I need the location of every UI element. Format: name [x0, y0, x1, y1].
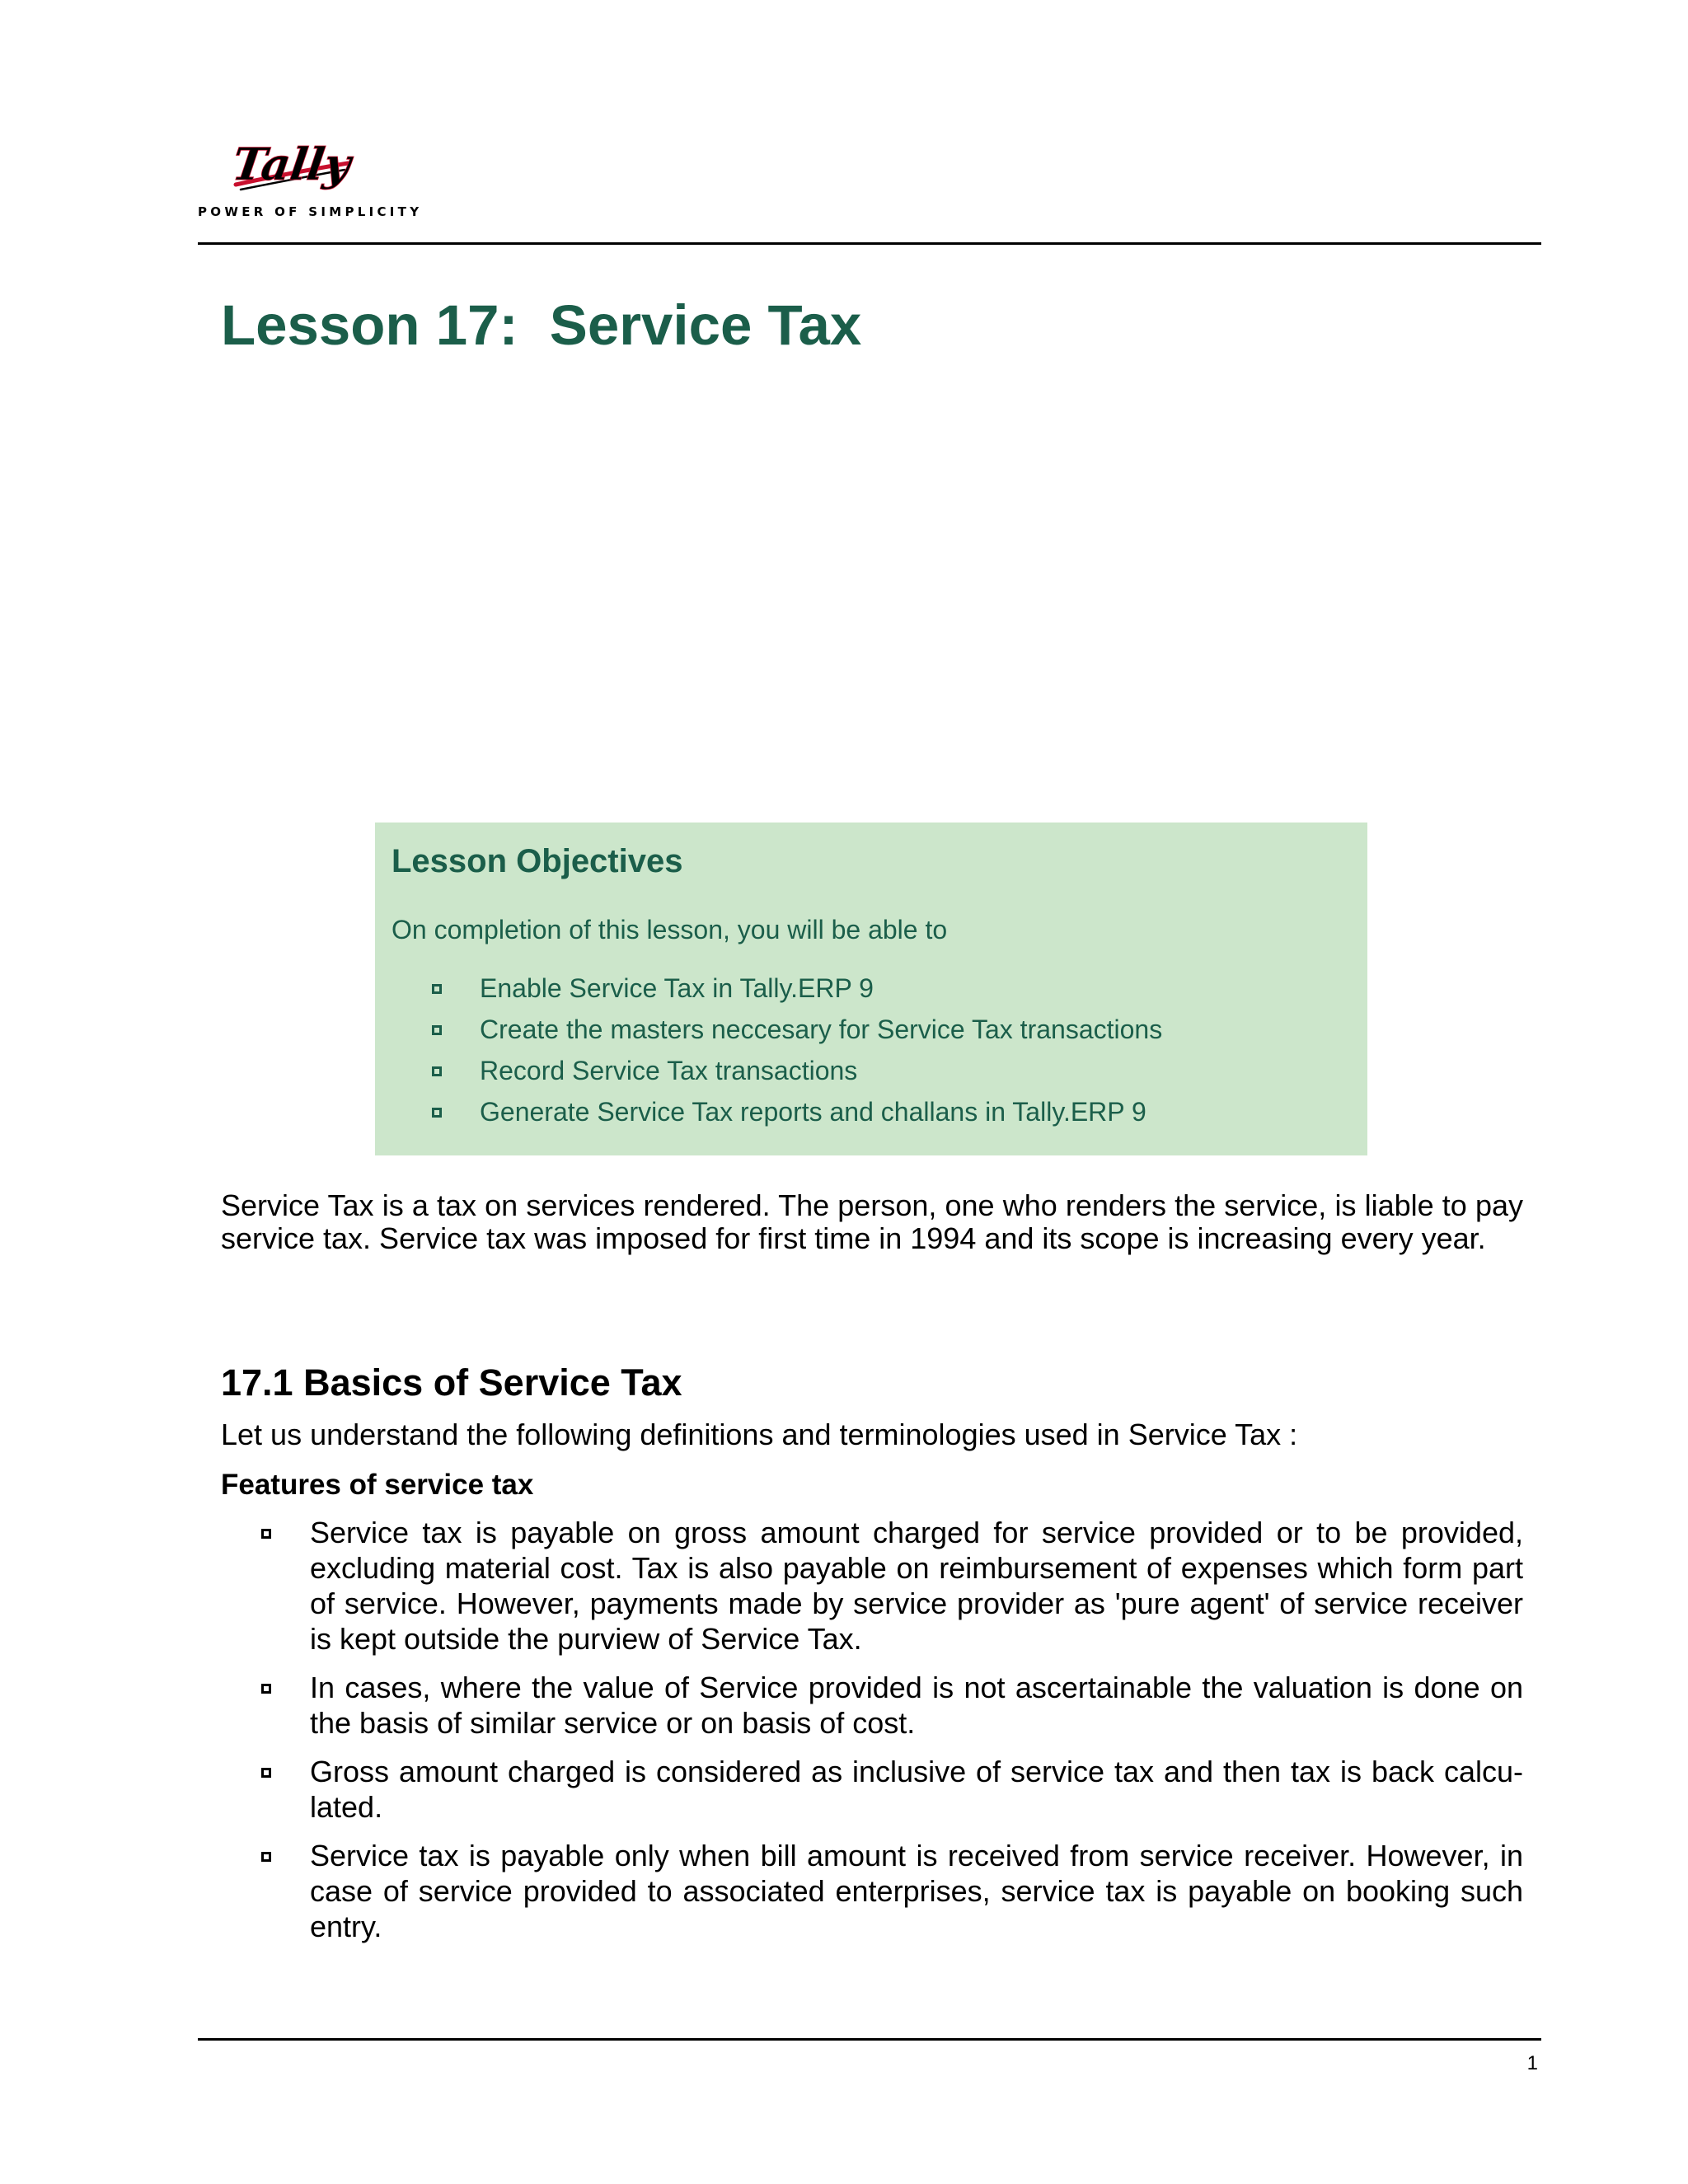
objective-item: [392, 1050, 1351, 1091]
square-bullet-icon: [432, 1066, 442, 1076]
feature-item: [221, 1754, 1523, 1825]
objectives-list: [392, 968, 1351, 1132]
objective-text: Record Service Tax transactions: [480, 1056, 858, 1085]
lesson-title: Lesson 17: Service Tax: [221, 293, 862, 357]
feature-text: In cases, where the value of Service provided is not ascertainable the valuation is done on the basis of similar service or on basis of cost.: [310, 1671, 1523, 1740]
square-bullet-icon: [261, 1529, 271, 1539]
feature-text: Service tax is payable on gross amount charged for service provided or to be provided, excluding material cost. Tax is also payable on reimbursement of expenses which form part of service. However, payments made by service provider as 'pure agent' of service receiver is kept outside the purview of Service Tax.: [310, 1516, 1523, 1656]
square-bullet-icon: [432, 984, 442, 994]
feature-item: [221, 1670, 1523, 1741]
features-list: [221, 1515, 1523, 1957]
square-bullet-icon: [432, 1025, 442, 1035]
objective-text: Generate Service Tax reports and challans in Tally.ERP 9: [480, 1097, 1146, 1127]
objective-item: [392, 1091, 1351, 1132]
objective-text: Enable Service Tax in Tally.ERP 9: [480, 973, 874, 1003]
objective-item: [392, 1009, 1351, 1050]
objectives-intro: On completion of this lesson, you will be able to: [392, 915, 948, 944]
section-heading: 17.1 Basics of Service Tax: [221, 1361, 682, 1404]
objectives-heading: Lesson Objectives: [392, 843, 683, 879]
logo-wordmark: Tally: [229, 138, 354, 190]
header-divider: [198, 242, 1541, 245]
tally-logo: [198, 132, 423, 227]
lesson-objectives-box: [375, 823, 1367, 1155]
square-bullet-icon: [432, 1108, 442, 1118]
intro-paragraph: Service Tax is a tax on services rendered. The person, one who renders the service, is liable to pay service tax. Service tax was imposed for first time in 1994 and its scope is increasing every year.: [221, 1188, 1523, 1255]
feature-text: Gross amount charged is considered as inclusive of service tax and then tax is back calculated.: [310, 1755, 1523, 1824]
square-bullet-icon: [261, 1768, 271, 1778]
tally-logo-mark: [198, 132, 363, 202]
objective-item: [392, 968, 1351, 1009]
feature-item: [221, 1838, 1523, 1944]
feature-item: [221, 1515, 1523, 1657]
feature-text: Service tax is payable only when bill amount is received from service receiver. However, in case of service provided to associated enterprises, service tax is payable on booking such entry.: [310, 1839, 1523, 1943]
footer-divider: [198, 2038, 1541, 2041]
page-number: 1: [1526, 2052, 1538, 2074]
section-lead: Let us understand the following definitions and terminologies used in Service Tax :: [221, 1418, 1298, 1451]
objective-text: Create the masters neccesary for Service Tax transactions: [480, 1015, 1163, 1044]
square-bullet-icon: [261, 1852, 271, 1862]
square-bullet-icon: [261, 1684, 271, 1694]
features-heading: Features of service tax: [221, 1469, 534, 1501]
logo-tagline: POWER OF SIMPLICITY: [198, 204, 423, 219]
